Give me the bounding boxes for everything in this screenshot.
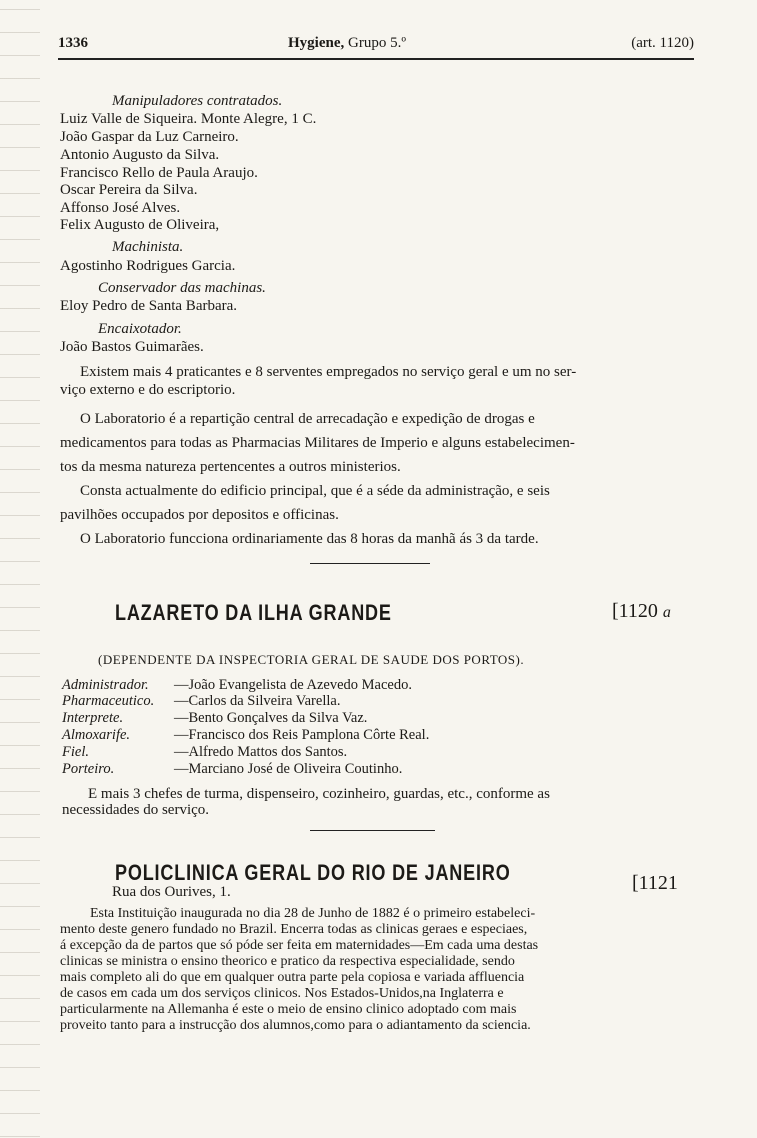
- staff-person: —Carlos da Silveira Varella.: [174, 693, 341, 709]
- staff-role: Interprete.: [62, 710, 124, 726]
- paragraph-line: Consta actualmente do edificio principal, que é a séde da administração, e seis: [80, 483, 550, 499]
- staff-row: [62, 677, 412, 694]
- section-address: Rua dos Ourives, 1.: [112, 884, 231, 900]
- note-line: E mais 3 chefes de turma, dispenseiro, cozinheiro, guardas, etc., conforme as: [88, 786, 550, 802]
- staff-row: [62, 761, 402, 778]
- paragraph-line: pavilhões occupados por depositos e officinas.: [60, 507, 339, 523]
- body-line: á excepção da de partos que só póde ser feita em maternidades—Em cada uma destas: [60, 938, 539, 953]
- staff-heading: Manipuladores contratados.: [112, 93, 283, 109]
- staff-row: [62, 693, 340, 710]
- paragraph-line: O Laboratorio é a repartição central de arrecadação e expedição de drogas e: [80, 411, 535, 427]
- staff-person: —João Evangelista de Azevedo Macedo.: [174, 677, 412, 693]
- section-divider: [310, 830, 435, 831]
- body-line: mento deste genero fundado no Brazil. Encerra todas as clinicas geraes e especiaes,: [60, 922, 528, 937]
- staff-name: Agostinho Rodrigues Garcia.: [60, 258, 236, 274]
- body-line: clinicas se ministra o ensino theorico e pratico da respectiva especialidade, sendo: [60, 954, 515, 969]
- paragraph-line: Existem mais 4 praticantes e 8 serventes empregados no serviço geral e um no ser-: [80, 364, 577, 380]
- body-line: mais completo ali do que em qualquer outra parte pela copiosa e variada affluencia: [60, 970, 525, 985]
- staff-name: Oscar Pereira da Silva.: [60, 182, 198, 198]
- body-line: proveito tanto para a instrucção dos alumnos,como para o adiantamento da sciencia.: [60, 1018, 531, 1033]
- header-rule: [58, 58, 694, 60]
- staff-name: João Gaspar da Luz Carneiro.: [60, 129, 239, 145]
- paragraph-line: O Laboratorio funcciona ordinariamente das 8 horas da manhã ás 3 da tarde.: [80, 531, 539, 547]
- running-title-bold: Hygiene,: [288, 35, 345, 51]
- section-number-policlinica: [1121: [632, 872, 678, 894]
- running-title: [288, 35, 406, 52]
- staff-name: Antonio Augusto da Silva.: [60, 147, 220, 163]
- section-title-lazareto: LAZARETO DA ILHA GRANDE: [115, 600, 392, 625]
- staff-heading: Machinista.: [112, 239, 184, 255]
- staff-role: Almoxarife.: [62, 727, 131, 743]
- staff-name: Felix Augusto de Oliveira,: [60, 217, 220, 233]
- section-title-policlinica: POLICLINICA GERAL DO RIO DE JANEIRO: [115, 860, 511, 885]
- section-divider: [310, 563, 430, 564]
- paragraph-line: viço externo e do escriptorio.: [60, 382, 236, 398]
- staff-heading: Conservador das machinas.: [98, 280, 266, 296]
- staff-row: [62, 727, 429, 744]
- running-title-group: Grupo 5.º: [348, 35, 406, 51]
- page-number: 1336: [58, 35, 88, 51]
- staff-role: Administrador.: [62, 677, 149, 693]
- note-line: necessidades do serviço.: [62, 802, 210, 818]
- staff-name: Francisco Rello de Paula Araujo.: [60, 165, 258, 181]
- staff-heading: Encaixotador.: [98, 321, 182, 337]
- staff-person: —Marciano José de Oliveira Coutinho.: [174, 761, 403, 777]
- body-line: de casos em cada um dos serviços clinicos. Nos Estados-Unidos,na Inglaterra e: [60, 986, 504, 1001]
- body-line: Esta Instituição inaugurada no dia 28 de Junho de 1882 é o primeiro estabeleci-: [90, 906, 536, 921]
- staff-name: Affonso José Alves.: [60, 200, 181, 216]
- staff-name: João Bastos Guimarães.: [60, 339, 204, 355]
- staff-role: Porteiro.: [62, 761, 115, 777]
- body-line: particularmente na Allemanha é este o meio de ensino clinico adoptado com mais: [60, 1002, 517, 1017]
- section-subtitle: (DEPENDENTE DA INSPECTORIA GERAL DE SAUDE DOS PORTOS).: [98, 652, 525, 667]
- staff-row: [62, 710, 367, 727]
- staff-name: Luiz Valle de Siqueira. Monte Alegre, 1 C.: [60, 111, 317, 127]
- staff-role: Fiel.: [62, 744, 89, 760]
- section-number-suffix: a: [662, 604, 671, 621]
- scan-edge-noise: [0, 0, 40, 1138]
- staff-role: Pharmaceutico.: [62, 693, 155, 709]
- section-number: [1120: [612, 600, 658, 622]
- staff-row: [62, 744, 347, 761]
- staff-person: —Bento Gonçalves da Silva Vaz.: [174, 710, 368, 726]
- staff-person: —Alfredo Mattos dos Santos.: [174, 744, 348, 760]
- staff-name: Eloy Pedro de Santa Barbara.: [60, 298, 238, 314]
- staff-person: —Francisco dos Reis Pamplona Côrte Real.: [174, 727, 430, 743]
- section-number-lazareto: [612, 600, 671, 623]
- paragraph-line: tos da mesma natureza pertencentes a outros ministerios.: [60, 459, 401, 475]
- article-reference: (art. 1120): [631, 35, 694, 51]
- running-header: [58, 35, 694, 55]
- paragraph-line: medicamentos para todas as Pharmacias Militares de Imperio e alguns estabelecimen-: [60, 435, 575, 451]
